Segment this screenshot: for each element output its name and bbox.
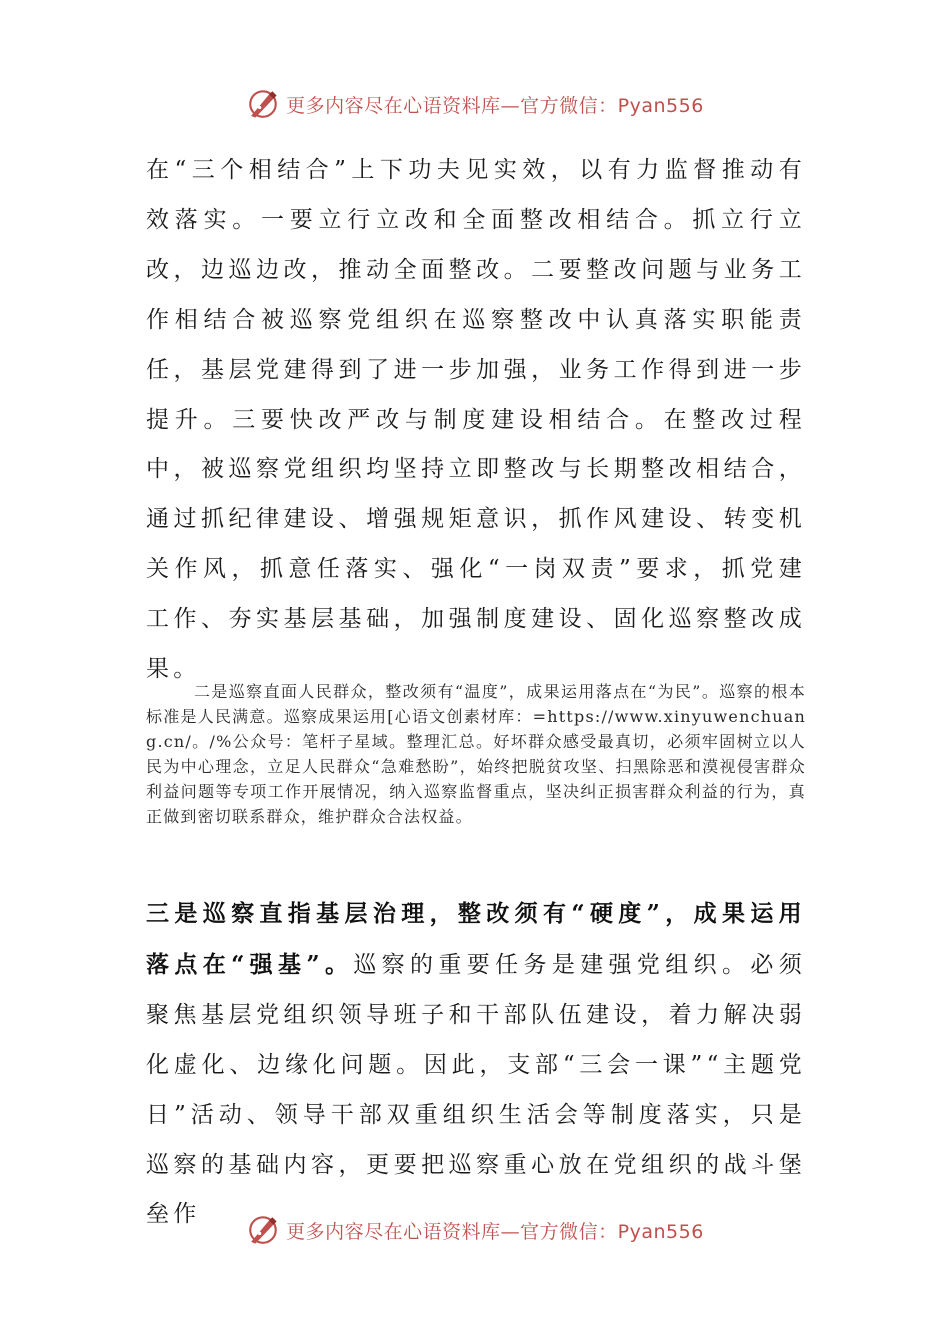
banner-caption: 更多内容尽在心语资料库—官方微信： — [286, 94, 618, 117]
body-paragraph-2: 二是巡察直面人民群众，整改须有“温度”，成果运用落点在“为民”。巡察的根本标准是人民满意。巡察成果运用[心语文创素材库：=https://www.xinyuwenchuang.cn/。/%公众号：笔杆子星域。整理汇总。好坏群众感受最真切，必须牢固树立以人民为中心理念，立足人民群众“急难愁盼”，始终把脱贫攻坚、扫黑除恶和漠视侵害群众利益问题等专项工作开展情况，纳入巡察监督重点，坚决纠正损害群众利益的行为，真正做到密切联系群众，维护群众合法权益。 — [146, 682, 806, 826]
banner-wechat-id: Pyan556 — [617, 1220, 704, 1243]
banner-text — [286, 91, 704, 118]
paragraph-3-lead: 三是巡察直指基层治理，整改须有“硬度”，成果运用落点在“强基”。 — [146, 900, 806, 978]
banner-wechat-id: Pyan556 — [617, 94, 704, 117]
body-paragraph-3 — [146, 889, 806, 1240]
pen-nib-logo-icon — [246, 1213, 280, 1247]
banner-caption: 更多内容尽在心语资料库—官方微信： — [286, 1220, 618, 1243]
banner-text — [286, 1217, 704, 1244]
header-banner — [0, 84, 950, 124]
pen-nib-logo-icon — [246, 87, 280, 121]
body-paragraph-1: 在“三个相结合”上下功夫见实效，以有力监督推动有效落实。一要立行立改和全面整改相结合。抓立行立改，边巡边改，推动全面整改。二要整改问题与业务工作相结合被巡察党组织在巡察整改中认真落实职能责任，基层党建得到了进一步加强，业务工作得到进一步提升。三要快改严改与制度建设相结合。在整改过程中，被巡察党组织均坚持立即整改与长期整改相结合，通过抓纪律建设、增强规矩意识，抓作风建设、转变机关作风，抓意任落实、强化“一岗双责”要求，抓党建工作、夯实基层基础，加强制度建设、固化巡察整改成果。 — [146, 157, 806, 683]
paragraph-3-body: 巡察的重要任务是建强党组织。必须聚焦基层党组织领导班子和干部队伍建设，着力解决弱化虚化、边缘化问题。因此，支部“三会一课”“主题党日”活动、领导干部双重组织生活会等制度落实，只是巡察的基础内容，更要把巡察重心放在党组织的战斗堡垒作 — [146, 951, 806, 1228]
footer-banner — [0, 1210, 950, 1250]
